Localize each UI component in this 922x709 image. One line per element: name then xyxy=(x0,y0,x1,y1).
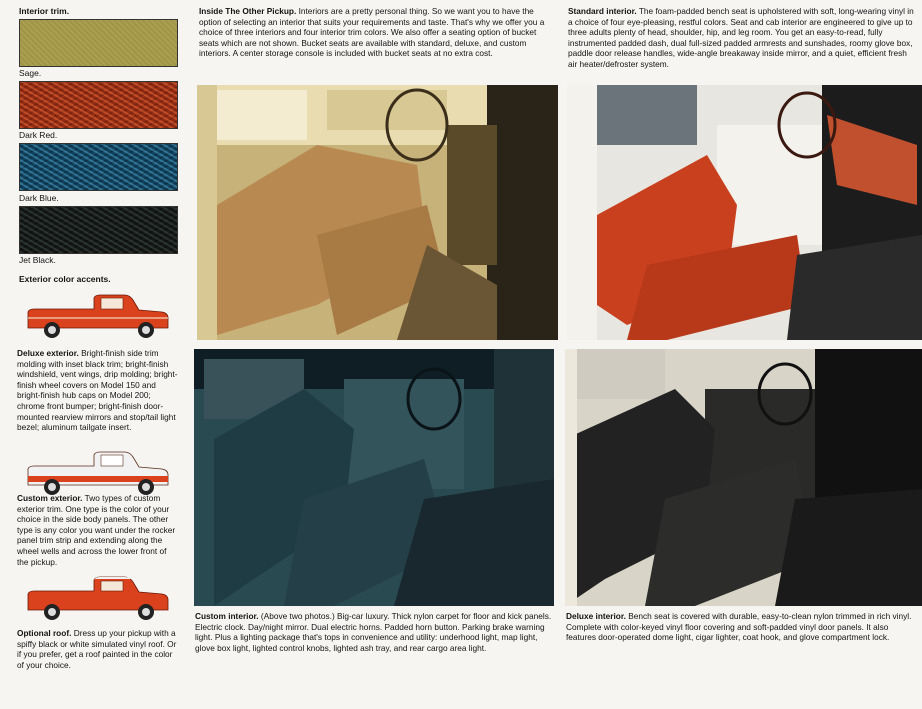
swatch-label-jet-black: Jet Black. xyxy=(19,255,56,265)
optional-roof-title: Optional roof. xyxy=(17,628,72,638)
deluxe-interior-body: Bench seat is covered with durable, easy-to-clean nylon trimmed in rich vinyl. Complete with color-keyed vinyl floor covering and soft-padded vinyl door panels. It also features door-operated dome light, cigar lighter, coat hook, and glove compartment lock. xyxy=(566,611,912,643)
custom-truck-illustration xyxy=(22,447,172,499)
custom-exterior-body: Two types of custom exterior trim. One type is the color of your choice in the side body panels. The other type is any color you want under the rocker panel trim strip and extending along the wheel wells and across the lower front of the pickup. xyxy=(17,493,176,567)
custom-interior-title: Custom interior. xyxy=(195,611,259,621)
swatch-label-sage: Sage. xyxy=(19,68,42,78)
deluxe-exterior-text xyxy=(17,348,179,433)
optional-roof-body: Dress up your pickup with a spiffy black or white simulated vinyl roof. Or if you prefer, get a roof painted in the color of your choice. xyxy=(17,628,177,670)
blue-bench-seat-photo xyxy=(194,349,554,606)
sage-bench-seat-photo xyxy=(197,85,558,340)
optional-roof-truck-illustration xyxy=(22,572,172,624)
deluxe-interior-title: Deluxe interior. xyxy=(566,611,626,621)
deluxe-interior-text xyxy=(566,611,918,643)
red-bench-seat-photo xyxy=(567,85,922,340)
exterior-accents-heading: Exterior color accents. xyxy=(19,274,111,284)
swatch-sage xyxy=(19,19,178,67)
custom-exterior-title: Custom exterior. xyxy=(17,493,83,503)
deluxe-exterior-body: Bright-finish side trim molding with inset black trim; bright-finish windshield, vent wings, drip molding; bright-finish wheel covers on Model 150 and bright-finish hub caps on Model 200; chrome front bumper; bright-finish door-mounted rearview mirrors and stop/tail light bezel; aluminum tailgate insert. xyxy=(17,348,178,433)
swatch-dark-blue xyxy=(19,143,178,191)
standard-interior-title: Standard interior. xyxy=(568,6,637,16)
swatch-label-dark-blue: Dark Blue. xyxy=(19,193,59,203)
intro-body: Interiors are a pretty personal thing. So we want you to have the option of selecting an interior that suits your requirements and taste. That's why we offer you a choice of three interiors and four interior trim colors. We also offer a seating option of bucket seats which are not shown. Bucket seats are available with standard, deluxe, and custom interiors. A center storage console is included with bucket seats at no extra cost. xyxy=(199,6,545,59)
black-bench-seat-photo xyxy=(565,349,922,606)
intro-title: Inside The Other Pickup. xyxy=(199,6,297,16)
standard-interior-text xyxy=(568,6,916,70)
optional-roof-text xyxy=(17,628,181,670)
swatch-dark-red xyxy=(19,81,178,129)
intro-text xyxy=(199,6,554,59)
swatch-label-dark-red: Dark Red. xyxy=(19,130,58,140)
standard-interior-body: The foam-padded bench seat is upholstered with soft, long-wearing vinyl in a choice of four eye-pleasing, restful colors. Seat and cab interior are engineered to give up to three adults plenty of head, shoulder, hip, and leg room. You get an easy-to-read, fully instrumented padded dash, dual full-sized padded armrests and sunshades, roomy glove box, paddle door release handles, wide-angle breakaway inside mirror, and a quiet, efficient fresh air heater/defroster system. xyxy=(568,6,914,69)
custom-interior-text xyxy=(195,611,555,653)
custom-exterior-text xyxy=(17,493,179,567)
deluxe-exterior-title: Deluxe exterior. xyxy=(17,348,79,358)
interior-trim-heading: Interior trim. xyxy=(19,6,70,16)
swatch-jet-black xyxy=(19,206,178,254)
deluxe-truck-illustration xyxy=(22,290,172,342)
custom-interior-body: (Above two photos.) Big-car luxury. Thick nylon carpet for floor and kick panels. Electric clock. Day/night mirror. Dual electric horns. Padded horn button. Parking brake warning light. Plus a lighting package that's tops in convenience and utility: underhood light, map light, glove box light, lighted control knobs, lighted ash tray, and rear cargo area light. xyxy=(195,611,552,653)
